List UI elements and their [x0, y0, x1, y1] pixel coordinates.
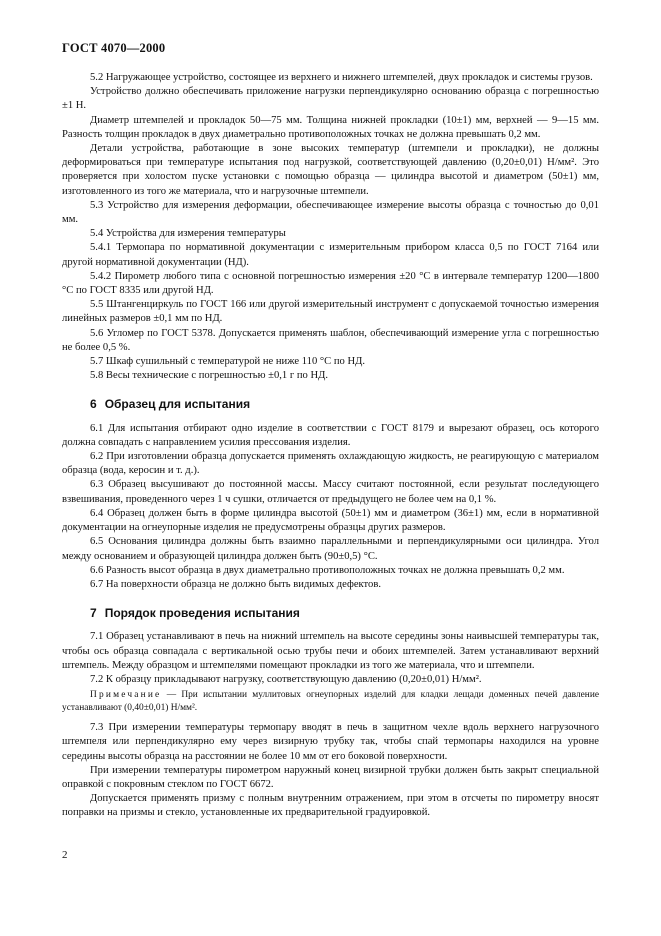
paragraph: 6.1 Для испытания отбирают одно изделие в соответствии с ГОСТ 8179 и вырезают образец, ось которого должна совпадать с направлением усилия прессования изделия. [62, 422, 599, 448]
paragraph: 5.8 Весы технические с погрешностью ±0,1 г по НД. [90, 370, 328, 382]
section-number: 7 [90, 606, 97, 621]
section-number: 6 [90, 397, 97, 412]
paragraph: Устройство должно обеспечивать приложение нагрузки перпендикулярно основанию образца с погрешностью ±1 Н. [62, 86, 599, 112]
paragraph: 6.6 Разность высот образца в двух диаметрально противоположных точках не должна превышать 0,2 мм. [90, 564, 565, 576]
document-body [62, 71, 599, 821]
section-title: Образец для испытания [104, 397, 251, 412]
paragraph: 6.5 Основания цилиндра должны быть взаимно параллельными и перпендикулярными оси цилиндра. Угол между основанием и образующей цилиндра должен быть (90±0,5) °С. [62, 536, 599, 562]
paragraph: 5.4.2 Пирометр любого типа с основной погрешностью измерения ±20 °С в интервале температур 1200—1800 °С по ГОСТ 8335 или другой НД. [62, 270, 599, 297]
paragraph: 7.2 К образцу прикладывают нагрузку, соответствующую давлению (0,20±0,01) Н/мм². [90, 673, 482, 685]
paragraph: При измерении температуры пирометром наружный конец визирной трубки должен быть закрыт специальной оправкой с покровным стеклом по ГОСТ 6672. [62, 764, 599, 790]
paragraph: Детали устройства, работающие в зоне высоких температур (штемпели и прокладки), не должны деформироваться при температуре испытания под нагрузкой, соответствующей давлению (0,20±0,01) Н/мм². Это проверяется при холостом пуске установки с помощью образца — цилиндра высотой и диаметром (50±1) мм, изготовленного из того же материала, что и нагрузочные штемпели. [62, 143, 599, 197]
paragraph: 6.4 Образец должен быть в форме цилиндра высотой (50±1) мм и диаметром (36±1) мм, если в нормативной документации на огнеупорные изделия не предусмотрены образцы других размеров. [62, 507, 599, 534]
paragraph: Диаметр штемпелей и прокладок 50—75 мм. Толщина нижней прокладки (10±1) мм, верхней — 9—15 мм. Разность толщин прокладок в двух диаметрально противоположных точках не должна превышать 0,2 мм. [62, 114, 599, 140]
paragraph: 5.2 Нагружающее устройство, состоящее из верхнего и нижнего штемпелей, двух прокладок и системы грузов. [90, 72, 593, 83]
note-text: — При испытании муллитовых огнеупорных изделий для кладки лещади доменных печей давление устанавливают (0,40±0,01) Н/мм². [62, 690, 599, 714]
paragraph: 5.3 Устройство для измерения деформации, обеспечивающее измерение высоты образца с точностью до 0,01 мм. [62, 199, 599, 226]
paragraph: 5.4.1 Термопара по нормативной документации с измерительным прибором класса 0,5 по ГОСТ 7164 или другой нормативной документации (НД). [62, 242, 599, 268]
section-title: Порядок проведения испытания [104, 606, 300, 621]
paragraph: 6.3 Образец высушивают до постоянной массы. Массу считают постоянной, если результат последующего взвешивания, проведенного через 1 ч сушки, отличается от предыдущего не более чем на 0,1 %. [62, 479, 599, 505]
note-paragraph [62, 689, 599, 715]
paragraph: 5.5 Штангенциркуль по ГОСТ 166 или другой измерительный инструмент с допускаемой точностью измерения линейных размеров ±0,1 мм по НД. [62, 299, 599, 325]
paragraph: 6.7 На поверхности образца не должно быть видимых дефектов. [90, 578, 381, 590]
paragraph: 7.1 Образец устанавливают в печь на нижний штемпель на высоте середины зоны наивысшей температуры так, чтобы ось образца совпадала с вертикальной осью трубы печи и обоих штемпелей. Затем устанавливают верхний штемпель. Между образцом и штемпелями помещают прокладки из того же материала, что и штемпели. [62, 631, 599, 671]
paragraph: 5.7 Шкаф сушильный с температурой не ниже 110 °С по НД. [90, 356, 365, 368]
paragraph: 7.3 При измерении температуры термопару вводят в печь в защитном чехле вдоль верхнего нагрузочного штемпеля или перпендикулярно ему через визирную трубку так, чтобы спай термопары находился на уровне середины высоты образца на расстоянии не более 10 мм от его боковой поверхности. [62, 722, 599, 762]
section-heading [90, 606, 599, 620]
paragraph: 6.2 При изготовлении образца допускается применять охлаждающую жидкость, не реагирующую с материалом образца (вода, керосин и т. д.). [62, 451, 599, 477]
paragraph: 5.6 Угломер по ГОСТ 5378. Допускается применять шаблон, обеспечивающий измерение угла с погрешностью не более 0,5 %. [62, 327, 599, 353]
page-number: 2 [62, 849, 68, 861]
paragraph: Допускается применять призму с полным внутренним отражением, при этом в отсчеты по пирометру вносят поправки на призмы и стекло, установленные их предварительной градуировкой. [62, 793, 599, 819]
paragraph: 5.4 Устройства для измерения температуры [90, 228, 286, 240]
section-heading [90, 397, 599, 411]
document-header: ГОСТ 4070—2000 [62, 41, 166, 55]
note-label: Примечание [90, 690, 162, 701]
